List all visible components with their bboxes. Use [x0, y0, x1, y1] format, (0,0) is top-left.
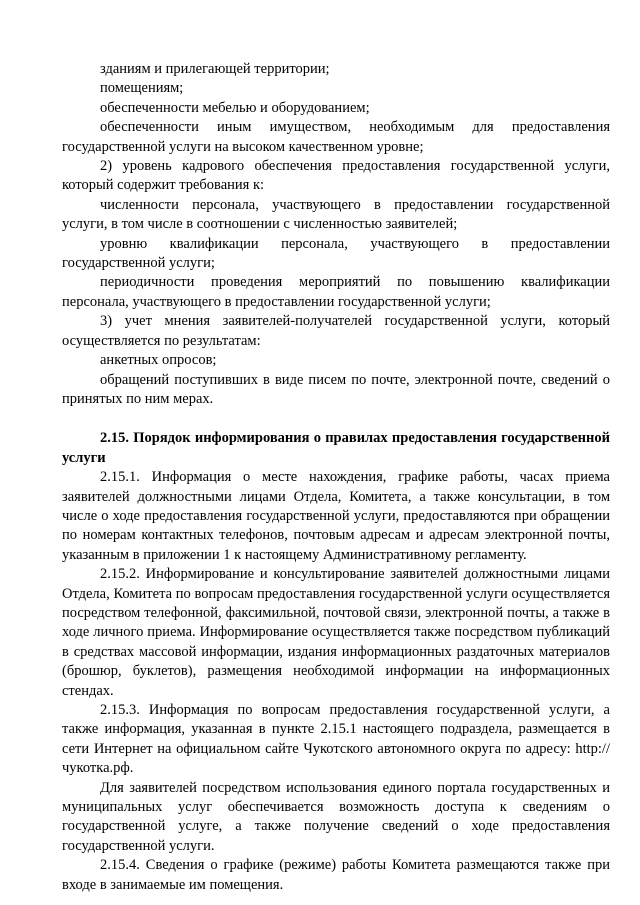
paragraph: анкетных опросов; — [100, 352, 217, 369]
paragraph: помещениям; — [100, 80, 184, 97]
paragraph: Для заявителей посредством использования единого портала государственных и муниципальных услуг обеспечивается возможность доступа к сведениям о государственной услуге, а также получение сведений о ходе предоставления государственной услуги. — [62, 779, 610, 854]
paragraph: уровню квалификации персонала, участвующего в предоставлении государственной услуги; — [62, 235, 610, 272]
section-heading: 2.15. Порядок информирования о правилах предоставления государственной услуги — [62, 430, 610, 466]
section-gap — [62, 409, 610, 429]
paragraph: обеспеченности мебелью и оборудованием; — [100, 99, 370, 116]
paragraph: 3) учет мнения заявителей-получателей государственной услуги, который осуществляется по результатам: — [62, 313, 610, 349]
paragraph: 2.15.1. Информация о месте нахождения, графике работы, часах приема заявителей должностными лицами Отдела, Комитета, а также консультации, в том числе о ходе предоставления государственной услуги, предоставляются при обращении по номерам контактных телефонов, почтовым адресам и адресам электронной почты, указанным в приложении 1 к настоящему Административному регламенту. — [62, 469, 610, 563]
paragraph: 2.15.2. Информирование и консультирование заявителей должностными лицами Отдела, Комитета по вопросам предоставления государственной услуги осуществляется посредством телефонной, факсимильной, почтовой связи, электронной почты, а также в ходе личного приема. Информирование осуществляется также посредством публикаций в средствах массовой информации, издания информационных раздаточных материалов (брошюр, буклетов), размещения необходимой информации на информационных стендах. — [62, 566, 610, 699]
paragraph: обеспеченности иным имуществом, необходимым для предоставления государственной услуги на высоком качественном уровне; — [62, 119, 610, 155]
paragraph: 2.15.3. Информация по вопросам предоставления государственной услуги, а также информация, указанная в пункте 2.15.1 настоящего подраздела, размещается в сети Интернет на официальном сайте Чукотского автономного округа по адресу: http://чукотка.рф. — [62, 702, 610, 777]
paragraph: 2.15.4. Сведения о графике (режиме) работы Комитета размещаются также при входе в занимаемые им помещения. — [62, 857, 610, 893]
paragraph: зданиям и прилегающей территории; — [100, 61, 330, 77]
paragraph: обращений поступивших в виде писем по почте, электронной почте, сведений о принятых по ним мерах. — [62, 371, 610, 407]
paragraph: 2) уровень кадрового обеспечения предоставления государственной услуги, который содержит требования к: — [62, 158, 610, 194]
paragraph: численности персонала, участвующего в предоставлении государственной услуги, в том числе в соотношении с численностью заявителей; — [62, 196, 610, 233]
paragraph: периодичности проведения мероприятий по повышению квалификации персонала, участвующего в предоставлении государственной услуги; — [62, 274, 610, 310]
